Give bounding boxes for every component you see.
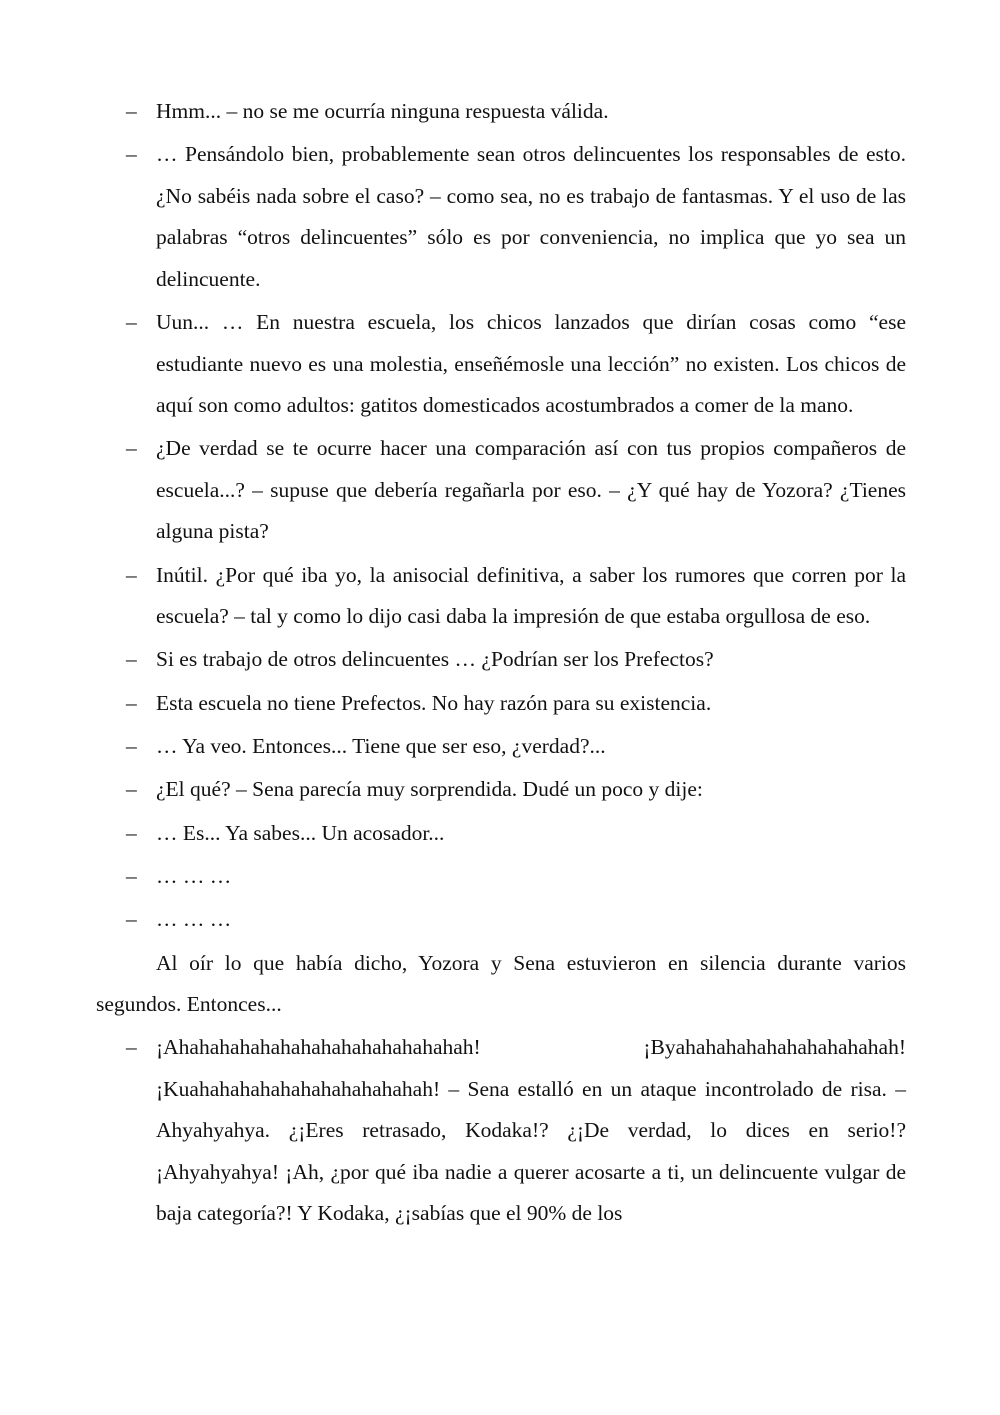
narration-paragraph: Al oír lo que había dicho, Yozora y Sena estuvieron en silencia durante varios segundos. Entonces... xyxy=(96,950,906,1017)
dialogue-line xyxy=(96,428,906,553)
dialogue-dash: – xyxy=(126,310,137,335)
dialogue-line xyxy=(96,302,906,427)
dialogue-line xyxy=(96,1027,906,1235)
dialogue-line xyxy=(96,769,906,811)
dialogue-text: … Pensándolo bien, probablemente sean otros delincuentes los responsables de esto. ¿No sabéis nada sobre el caso? – como sea, no es trabajo de fantasmas. Y el uso de las palabras “otros delincuentes” sólo es por conveniencia, no implica que yo sea un delincuente. xyxy=(156,142,906,291)
dialogue-text: Si es trabajo de otros delincuentes … ¿Podrían ser los Prefectos? xyxy=(156,647,714,672)
dialogue-dash: – xyxy=(126,734,137,759)
dialogue-line xyxy=(96,639,906,681)
dialogue-line xyxy=(96,683,906,725)
dialogue-line xyxy=(96,899,906,941)
dialogue-text: … … … xyxy=(156,863,232,888)
dialogue-dash: – xyxy=(126,820,137,845)
dialogue-dash: – xyxy=(126,907,137,932)
dialogue-dash: – xyxy=(126,1035,137,1060)
dialogue-text: … Ya veo. Entonces... Tiene que ser eso, ¿verdad?... xyxy=(156,734,606,759)
dialogue-line xyxy=(96,134,906,300)
dialogue-dash: – xyxy=(126,99,137,123)
dialogue-line xyxy=(96,91,906,133)
dialogue-text: Uun... … En nuestra escuela, los chicos lanzados que dirían cosas como “ese estudiante nuevo es una molestia, enseñémosle una lección” no existen. Los chicos de aquí son como adultos: gatitos domesticados acostumbrados a comer de la mano. xyxy=(156,310,906,418)
dialogue-text: ¡Ahahahahahahahahahahahahahahah! ¡Byahahahahahahahahahahah! ¡Kuahahahahahahahahahahahah! – Sena estalló en un ataque incontrolado de risa. – Ahyahyahya. ¿¡Eres retrasado, Kodaka!? ¿¡De verdad, lo dices en serio!? ¡Ahyahyahya! ¡Ah, ¿por qué iba nadie a querer acosarte a ti, un delincuente vulgar de baja categoría?! Y Kodaka, ¿¡sabías que el 90% de los xyxy=(156,1035,906,1226)
dialogue-text: … Es... Ya sabes... Un acosador... xyxy=(156,820,445,845)
dialogue-text: Hmm... – no se me ocurría ninguna respuesta válida. xyxy=(156,99,609,123)
dialogue-dash: – xyxy=(126,863,137,888)
dialogue-dash: – xyxy=(126,647,137,672)
dialogue-line xyxy=(96,856,906,898)
dialogue-dash: – xyxy=(126,142,137,167)
text-body xyxy=(96,91,906,1237)
dialogue-text: Esta escuela no tiene Prefectos. No hay razón para su existencia. xyxy=(156,690,712,715)
dialogue-text: ¿El qué? – Sena parecía muy sorprendida. Dudé un poco y dije: xyxy=(156,777,703,802)
dialogue-line xyxy=(96,726,906,768)
dialogue-dash: – xyxy=(126,690,137,715)
dialogue-text: Inútil. ¿Por qué iba yo, la anisocial definitiva, a saber los rumores que corren por la escuela? – tal y como lo dijo casi daba la impresión de que estaba orgullosa de eso. xyxy=(156,562,906,629)
dialogue-dash: – xyxy=(126,777,137,802)
dialogue-line xyxy=(96,555,906,638)
dialogue-text: ¿De verdad se te ocurre hacer una comparación así con tus propios compañeros de escuela...? – supuse que debería regañarla por eso. – ¿Y qué hay de Yozora? ¿Tienes alguna pista? xyxy=(156,436,906,544)
dialogue-line xyxy=(96,813,906,855)
dialogue-dash: – xyxy=(126,562,137,587)
dialogue-dash: – xyxy=(126,436,137,461)
dialogue-text: … … … xyxy=(156,907,232,932)
